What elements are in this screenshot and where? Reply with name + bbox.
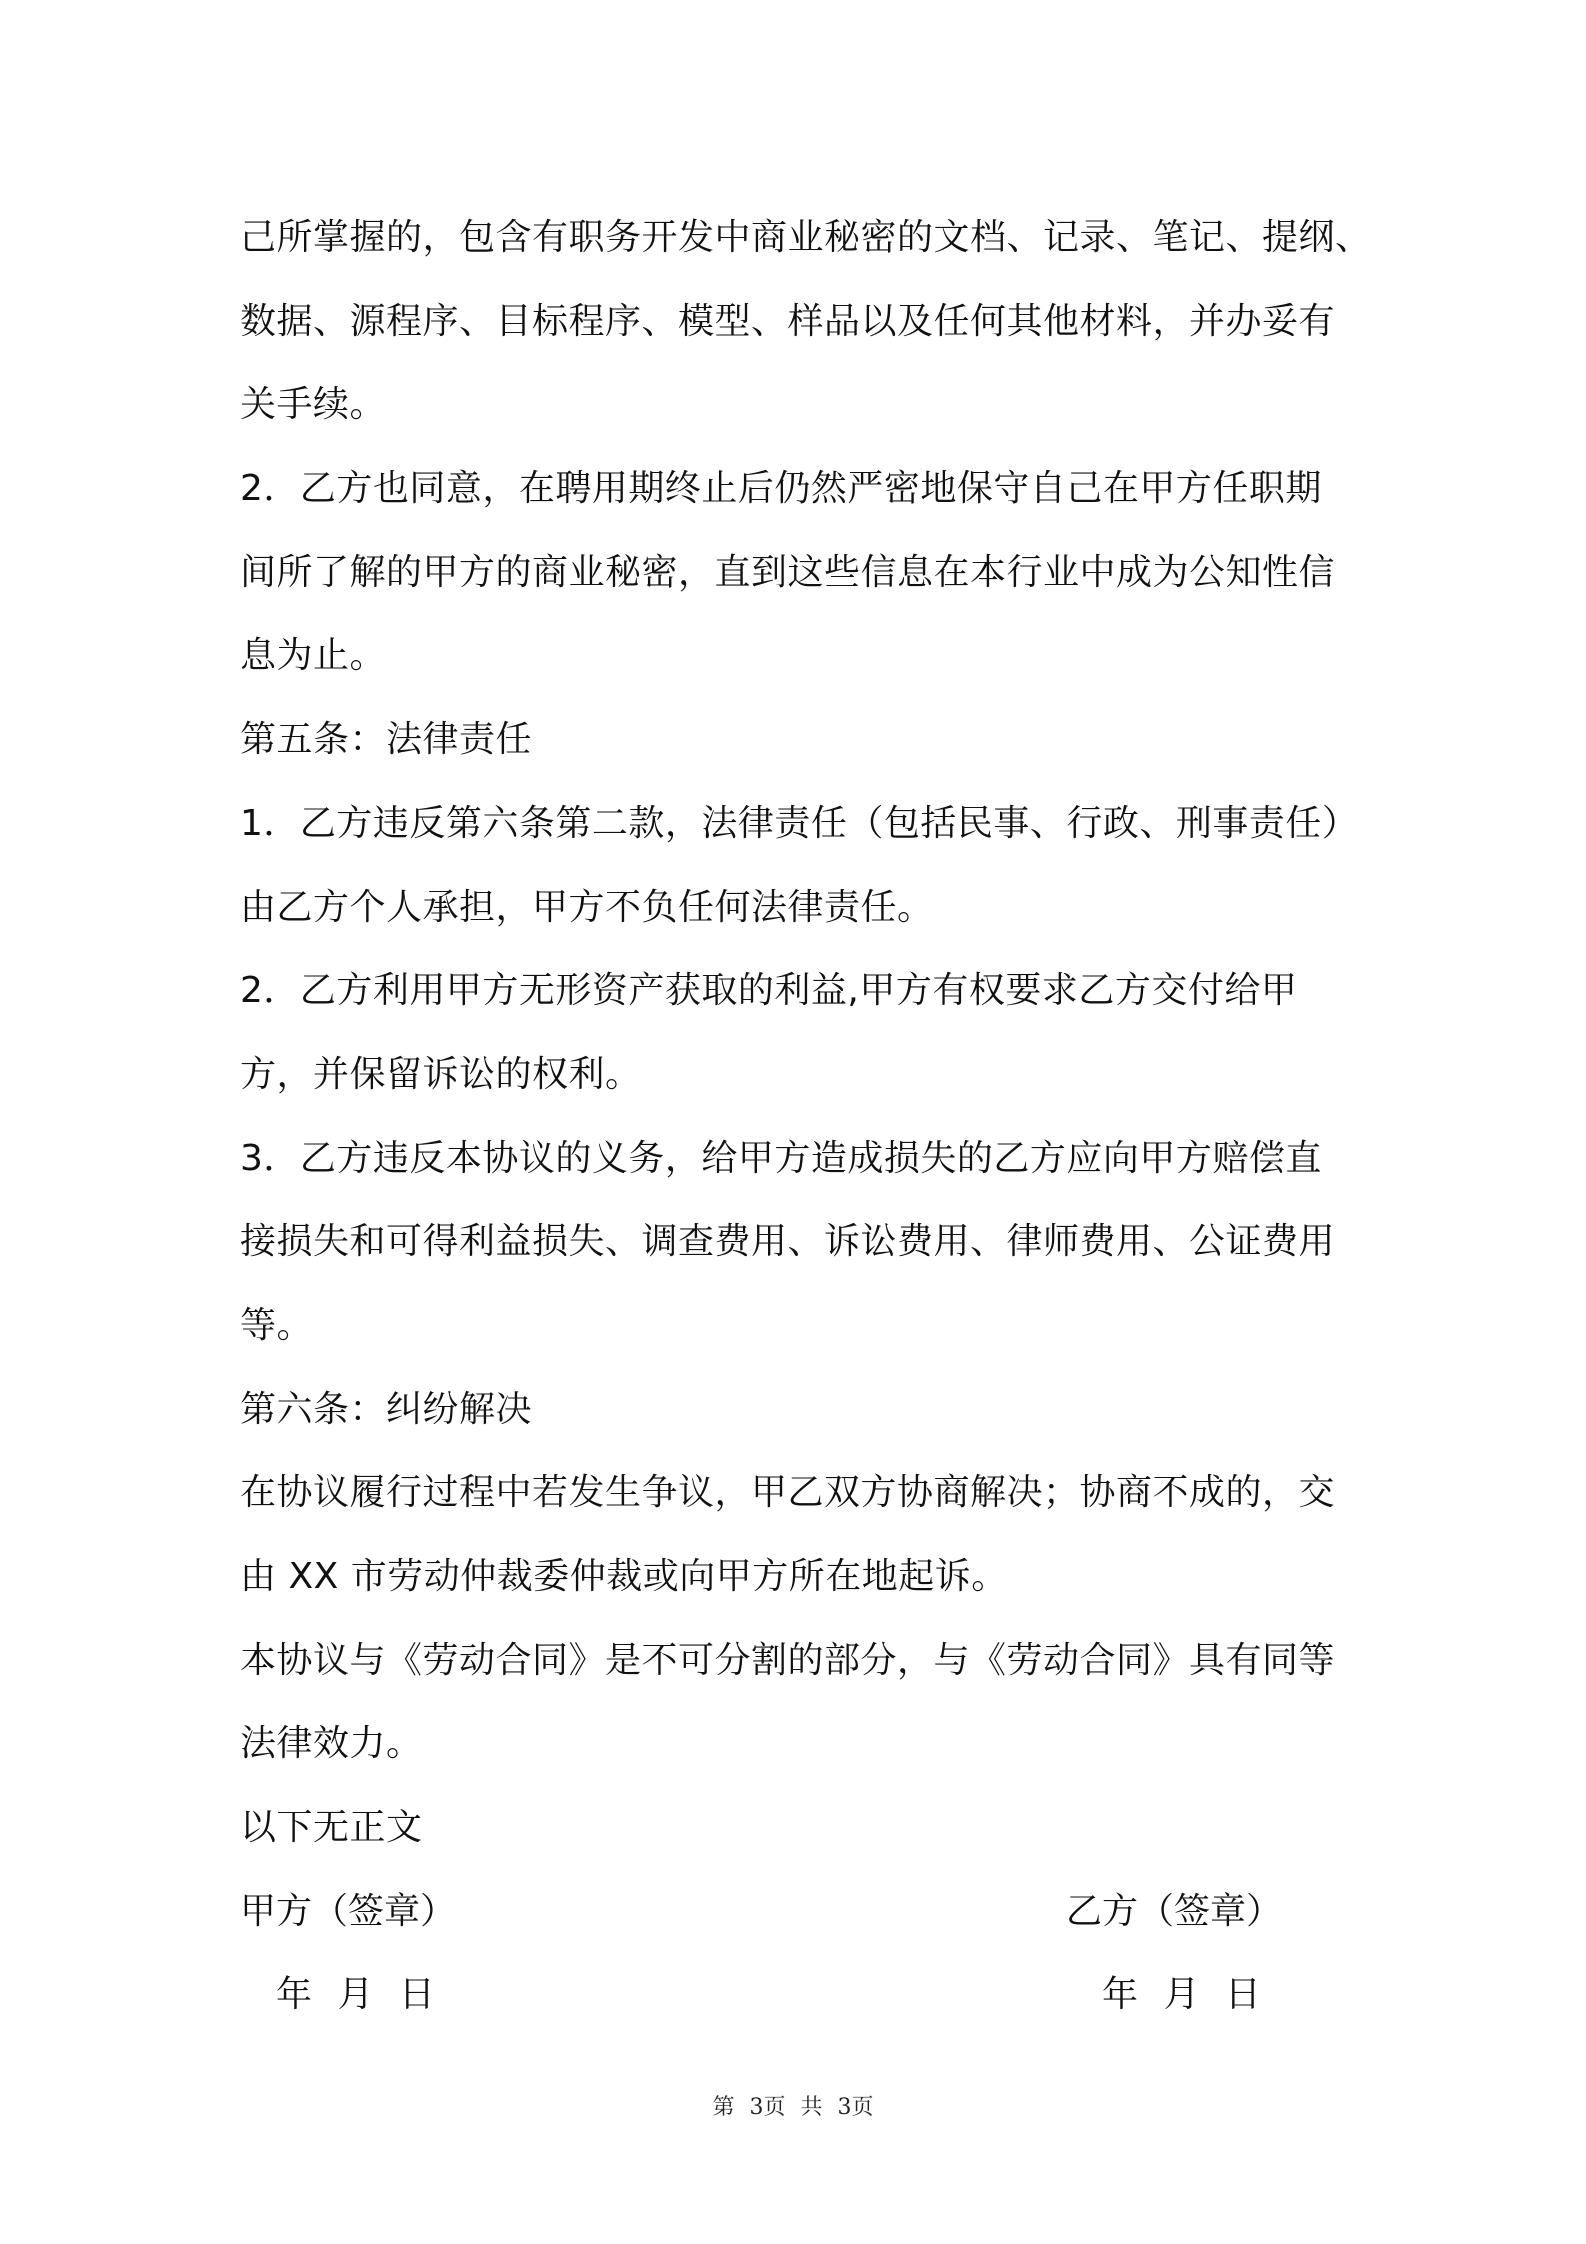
party-b-signature-label: 乙方（签章） xyxy=(1066,1890,1283,1932)
section-heading-article-6: 第六条：纠纷解决 xyxy=(240,1388,533,1430)
signature-row xyxy=(240,1870,1360,1954)
party-a-signature-label: 甲方（签章） xyxy=(240,1890,457,1932)
text-line: 本协议与《劳动合同》是不可分割的部分，与《劳动合同》具有同等 xyxy=(240,1639,1336,1681)
text-line: 法律效力。 xyxy=(240,1723,423,1765)
page-number-footer: 第 3页 共 3页 xyxy=(712,2095,874,2120)
text-line: 在协议履行过程中若发生争议，甲乙双方协商解决；协商不成的，交 xyxy=(240,1472,1336,1514)
text-line: 关手续。 xyxy=(240,384,387,426)
text-line: 接损失和可得利益损失、调查费用、诉讼费用、律师费用、公证费用 xyxy=(240,1221,1336,1263)
text-line: 3．乙方违反本协议的义务，给甲方造成损失的乙方应向甲方赔偿直 xyxy=(240,1137,1322,1179)
text-line: 数据、源程序、目标程序、模型、样品以及任何其他材料，并办妥有 xyxy=(240,300,1336,342)
party-b-date: 年 月 日 xyxy=(1102,1974,1261,2016)
end-of-text-note: 以下无正文 xyxy=(240,1807,423,1849)
text-line: 方，并保留诉讼的权利。 xyxy=(240,1053,642,1095)
text-line: 息为止。 xyxy=(240,635,387,677)
text-line: 由乙方个人承担，甲方不负任何法律责任。 xyxy=(240,886,934,928)
signature-date-row xyxy=(240,1953,1360,2037)
text-line: 等。 xyxy=(240,1304,314,1346)
section-heading-article-5: 第五条：法律责任 xyxy=(240,719,533,761)
text-line: 由 XX 市劳动仲裁委仲裁或向甲方所在地起诉。 xyxy=(240,1556,1008,1597)
document-body xyxy=(240,196,1372,2037)
text-line: 2．乙方也同意，在聘用期终止后仍然严密地保守自己在甲方任职期 xyxy=(240,468,1322,510)
party-a-date: 年 月 日 xyxy=(276,1974,435,2016)
text-line: 己所掌握的，包含有职务开发中商业秘密的文档、记录、笔记、提纲、 xyxy=(240,217,1372,258)
text-line: 1．乙方违反第六条第二款，法律责任（包括民事、行政、刑事责任） xyxy=(240,802,1359,844)
text-line: 间所了解的甲方的商业秘密，直到这些信息在本行业中成为公知性信 xyxy=(240,551,1336,593)
text-line: 2．乙方利用甲方无形资产获取的利益,甲方有权要求乙方交付给甲 xyxy=(240,970,1298,1012)
